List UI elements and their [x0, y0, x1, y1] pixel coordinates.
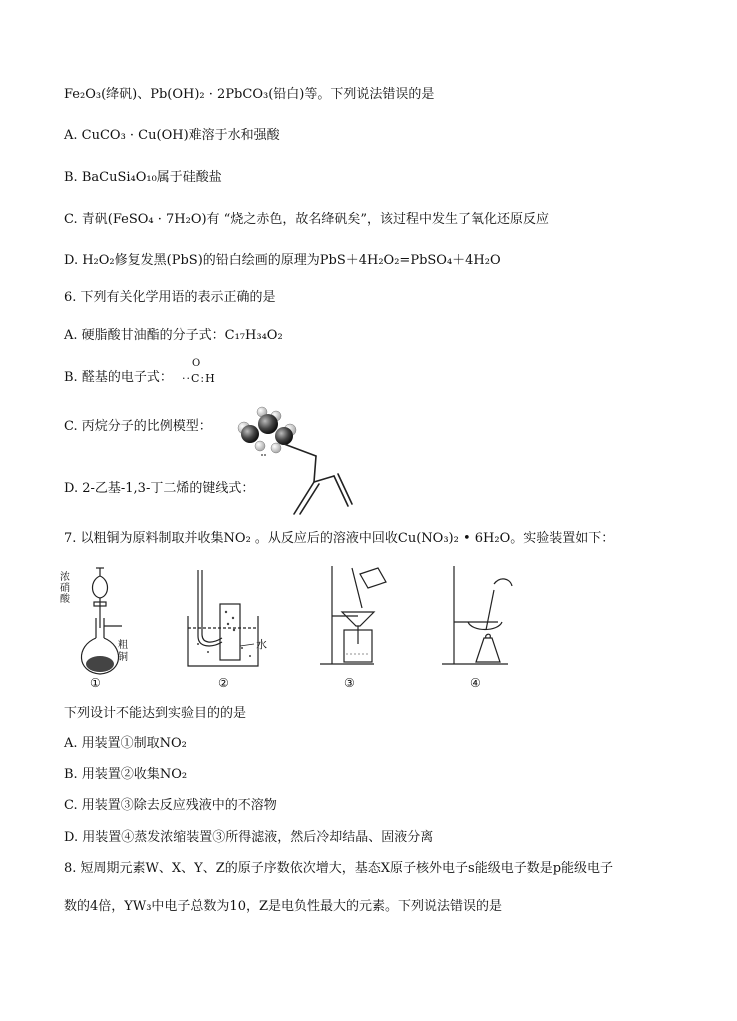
apparatus-4-evaporation-icon — [438, 560, 528, 672]
q7-option-a: A. 用装置①制取NO₂ — [64, 736, 187, 751]
apparatus-3-number: ③ — [344, 676, 355, 690]
q6-option-c: C. 丙烷分子的比例模型： — [64, 419, 212, 434]
apparatus-2-number: ② — [218, 676, 229, 690]
q5-option-c: C. 青矾(FeSO₄ · 7H₂O)有 “烧之赤色，故名绛矾矣”，该过程中发生了氧化还原反应 — [64, 212, 549, 227]
q7-option-c: C. 用装置③除去反应残液中的不溶物 — [64, 798, 277, 813]
q8-stem-line2: 数的4倍，YW₃中电子总数为10，Z是电负性最大的元素。下列说法错误的是 — [64, 899, 503, 914]
apparatus-3-filtration-icon — [318, 560, 398, 672]
q5-option-b: B. BaCuSi₄O₁₀属于硅酸盐 — [64, 170, 222, 185]
aldehyde-formula-oxygen: O — [192, 358, 201, 369]
q5-intro: Fe₂O₃(绛矾)、Pb(OH)₂ · 2PbCO₃(铅白)等。下列说法错误的是 — [64, 87, 435, 102]
q7-prompt: 下列设计不能达到实验目的的是 — [64, 706, 247, 721]
q6-option-d: D. 2-乙基-1,3-丁二烯的键线式： — [64, 481, 255, 496]
q8-stem-line1: 8. 短周期元素W、X、Y、Z的原子序数依次增大，基态X原子核外电子s能级电子数是p能级电子 — [64, 861, 614, 876]
aldehyde-electron-formula — [176, 358, 226, 392]
apparatus-2-water-trough-icon — [178, 566, 268, 676]
apparatus-4-number: ④ — [470, 676, 481, 690]
q7-option-d: D. 用装置④蒸发浓缩装置③所得滤液，然后冷却结晶、固液分离 — [64, 830, 434, 845]
q5-option-a: A. CuCO₃ · Cu(OH)难溶于水和强酸 — [64, 128, 280, 143]
apparatus-1-solid-label: 粗铜 — [118, 640, 128, 663]
q6-stem: 6. 下列有关化学用语的表示正确的是 — [64, 290, 276, 305]
q6-option-b: B. 醛基的电子式： — [64, 370, 173, 385]
apparatus-2-water-label: 水 — [256, 638, 267, 651]
q6-option-a: A. 硬脂酸甘油酯的分子式：C₁₇H₃₄O₂ — [64, 328, 283, 343]
q7-stem: 7. 以粗铜为原料制取并收集NO₂ 。从反应后的溶液中回收Cu(NO₃)₂ • 6H₂O。实验装置如下： — [64, 531, 615, 546]
q7-option-b: B. 用装置②收集NO₂ — [64, 767, 188, 782]
q5-option-d: D. H₂O₂修复发黑(PbS)的铅白绘画的原理为PbS＋4H₂O₂=PbSO₄＋4H₂O — [64, 253, 501, 268]
apparatus-1-reagent-label: 浓硝酸 — [60, 572, 70, 605]
apparatus-1-number: ① — [90, 676, 101, 690]
aldehyde-formula-carbon: ··C:H — [182, 372, 216, 385]
ethyl-butadiene-skeletal-formula-icon — [270, 436, 360, 516]
